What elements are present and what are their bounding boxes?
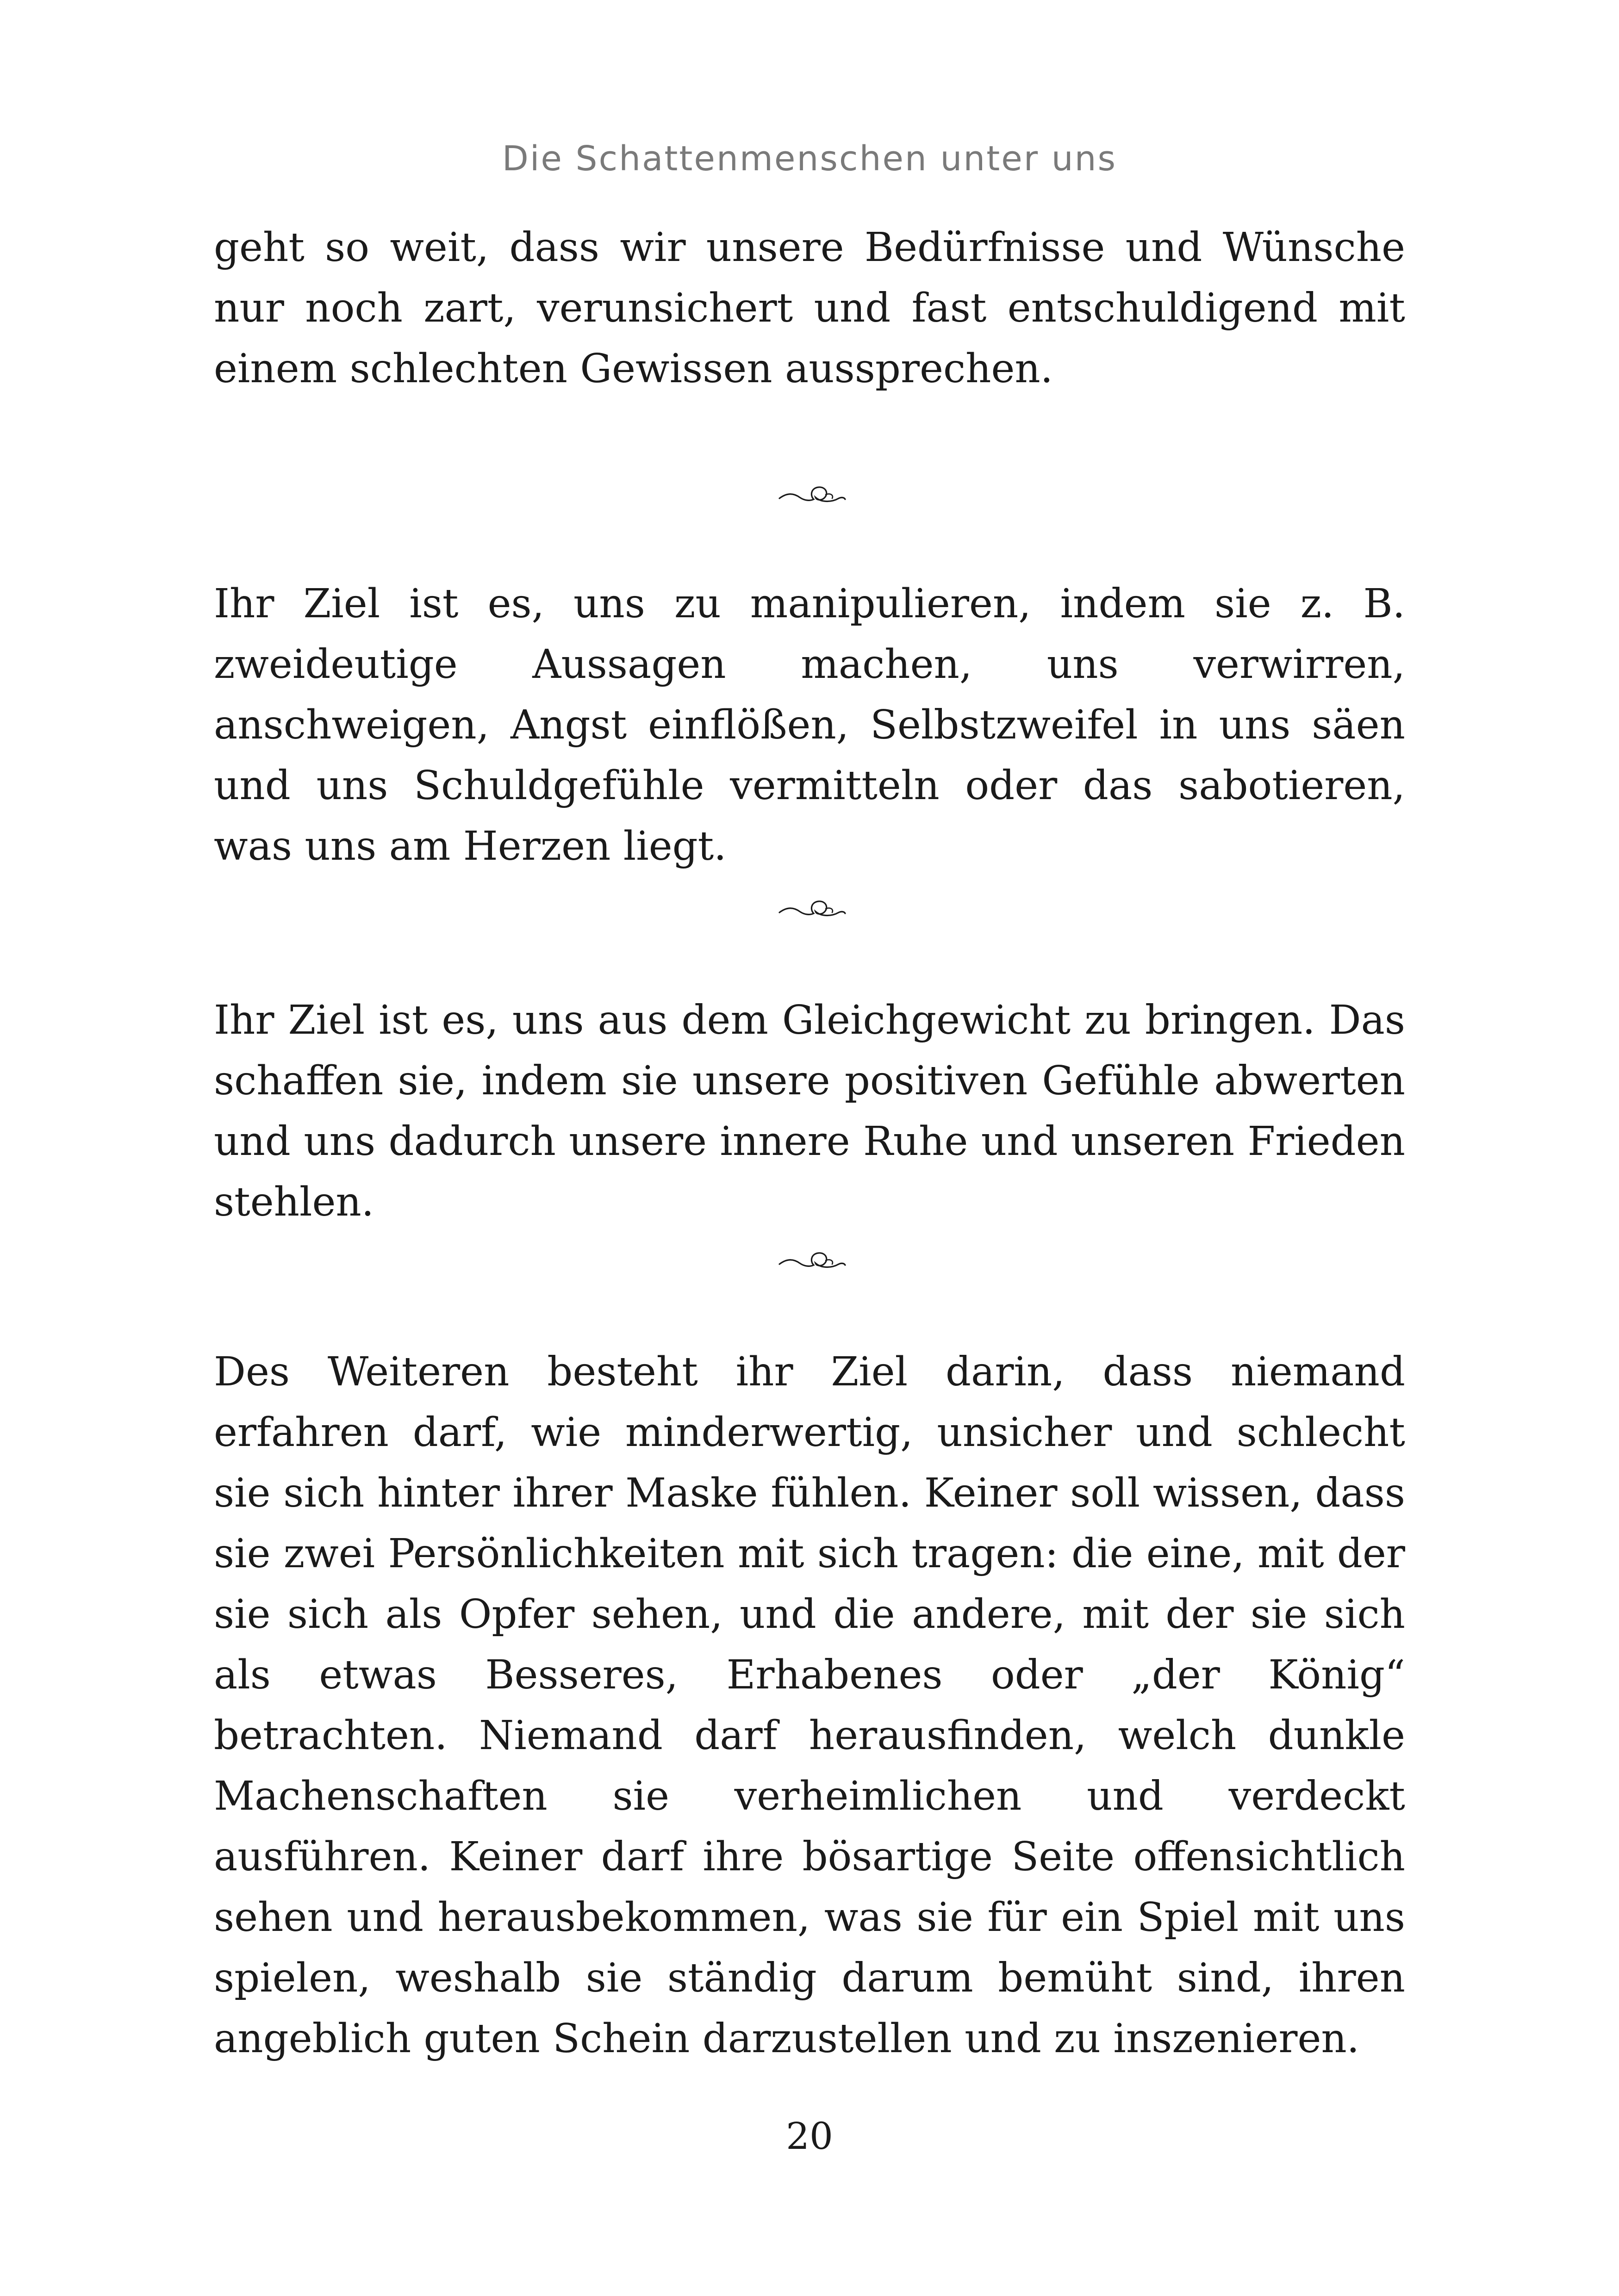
paragraph-3: Ihr Ziel ist es, uns aus dem Gleichgewicht zu bringen. Das schaffen sie, indem sie unsere positiven Gefühle abwerten und uns dadurch unsere innere Ruhe und unseren Frieden stehlen. xyxy=(214,997,1405,1225)
flourish-ornament-icon xyxy=(778,474,847,511)
paragraph-4: Des Weiteren besteht ihr Ziel darin, dass niemand erfahren darf, wie minderwertig, unsicher und schlecht sie sich hinter ihrer Maske fühlen. Keiner soll wissen, dass sie zwei Persönlichkeiten mit sich tragen: die eine, mit der sie sich als Opfer sehen, und die andere, mit der sie sich als etwas Besseres, Erhabenes oder „der König“ betrachten. Niemand darf herausfinden, welch dunkle Machenschaften sie verheimlichen und verdeckt ausführen. Keiner darf ihre bösartige Seite offensichtlich sehen und herausbekommen, was sie für ein Spiel mit uns spielen, weshalb sie ständig darum bemüht sind, ihren angeblich guten Schein darzustellen und zu inszenieren. xyxy=(214,1349,1405,2062)
running-header: Die Schattenmenschen unter uns xyxy=(502,139,1117,179)
page-number: 20 xyxy=(786,2115,833,2158)
paragraph-1: geht so weit, dass wir unsere Bedürfnisse und Wünsche nur noch zart, verunsichert und fast entschuldigend mit einem schlechten Gewissen aussprechen. xyxy=(214,224,1405,392)
flourish-ornament-icon xyxy=(778,1240,847,1277)
paragraph-2: Ihr Ziel ist es, uns zu manipulieren, indem sie z. B. zweideutige Aussagen machen, uns verwirren, anschweigen, Angst einflößen, Selbstzweifel in uns säen und uns Schuldgefühle vermitteln oder das sabotieren, was uns am Herzen liegt. xyxy=(214,581,1405,869)
flourish-ornament-icon xyxy=(778,888,847,925)
